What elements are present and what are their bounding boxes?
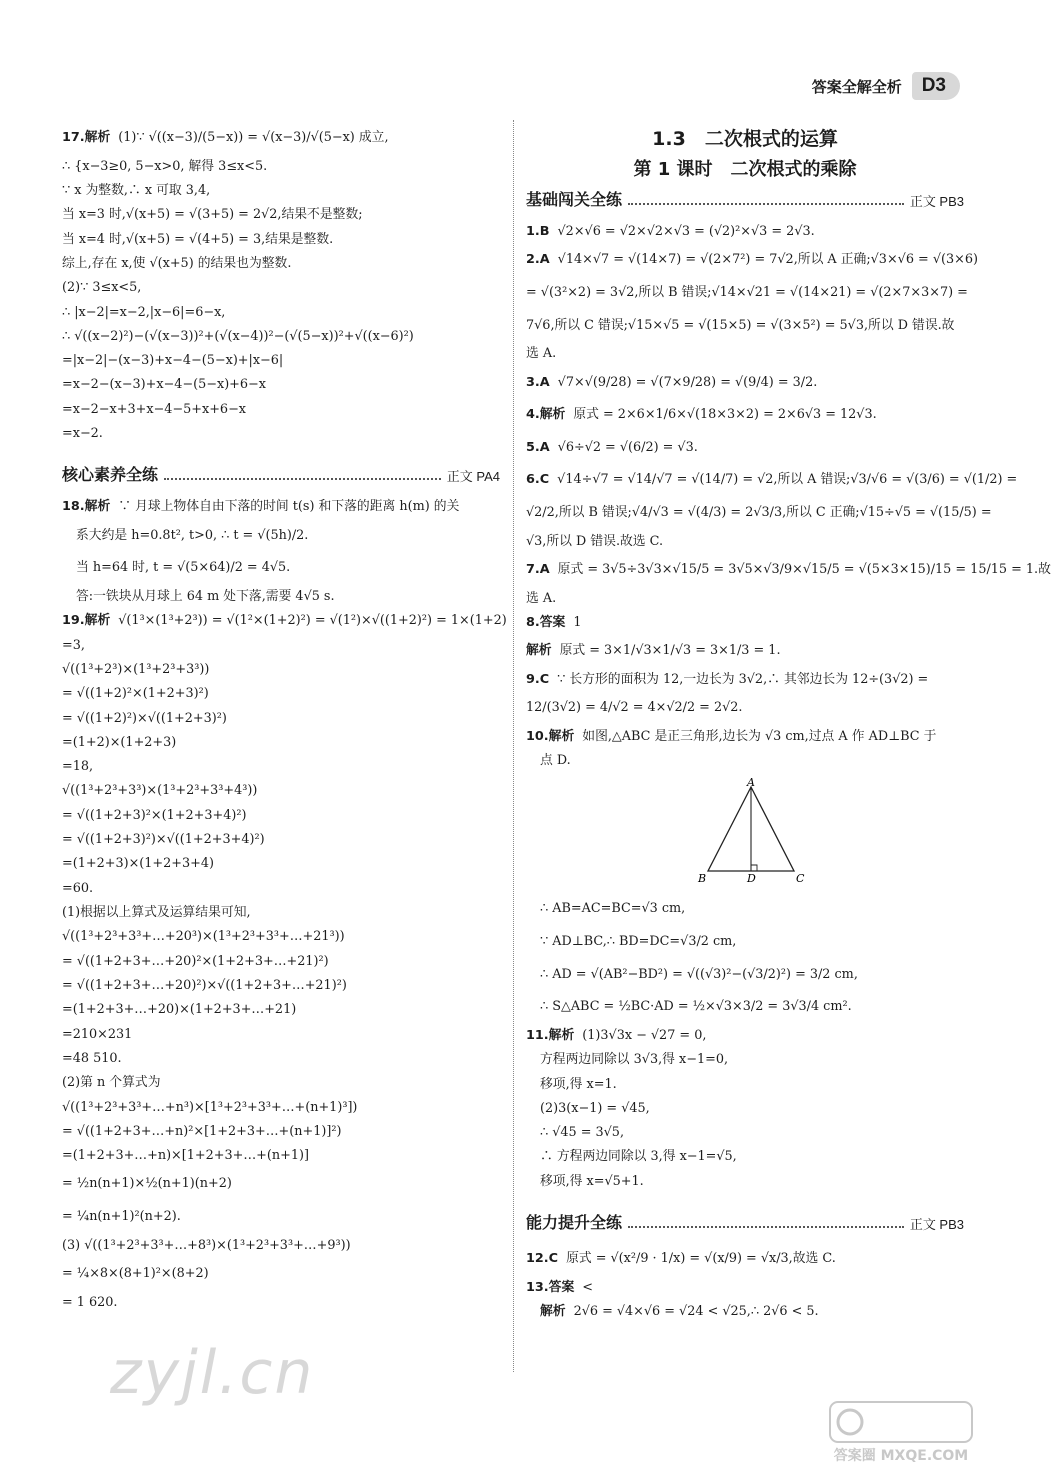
section-title: 能力提升全练 [526,1213,623,1233]
answer-line: (1)根据以上算式及运算结果可知, [62,905,251,920]
question-number: 解析 [526,643,552,659]
answer-line: = √((1+2+3)²)×√((1+2+3+4)²) [62,832,265,848]
question-19 [62,609,507,1315]
answer-line: < [582,1279,593,1295]
answer-line: 综上,存在 x,使 √(x+5) 的结果也为整数. [62,255,292,271]
answer-line: (1)∵ √((x−3)/(5−x)) = √(x−3)/√(5−x) 成立, [118,130,389,145]
section-title: 基础闯关全练 [526,190,623,209]
ability-answers [526,1243,964,1324]
answer-line: 选 A. [526,346,557,362]
q10-11-answers [526,893,964,1194]
answer-line: (2)3(x−1) = √45, [540,1100,650,1116]
right-angle-mark [751,865,757,871]
answer-line: = √((1+2+3+…+n)²×[1+2+3+…+(n+1)]²) [62,1123,342,1139]
question-number: 9.C [526,671,550,687]
answer-line: ∴ √((x−2)²)−(√(x−3))²+(√(x−4))²−(√(5−x))²+√((x−6)²) [62,328,414,344]
answer-line: 当 x=3 时,√(x+5) = √(3+5) = 2√2,结果不是整数; [62,207,363,223]
answer-line: = √((1+2)²×(1+2+3)²) [62,686,209,702]
answer-line: √((1³+2³+3³+…+n³)×[1³+2³+3³+…+(n+1)³]) [62,1099,358,1115]
label-c: C [796,872,805,886]
answer-line: =3, [62,637,85,653]
answer-line: =(1+2+3+…+n)×[1+2+3+…+(n+1)] [62,1148,309,1164]
section-basic [526,187,964,210]
section-ref: 正文 PB3 [909,194,964,209]
question-number: 2.A [526,252,550,268]
question-number: 5.A [526,439,550,455]
question-number: 18.解析 [62,499,111,515]
watermark-text: zyjl.cn [110,1338,315,1408]
basic-answers [526,220,1051,773]
right-column [526,122,1051,1324]
section-ref: 正文 PB3 [909,1217,964,1233]
answer-line: √7×√(9/28) = √(7×9/28) = √(9/4) = 3/2. [557,374,818,390]
question-number: 10.解析 [526,728,575,744]
lesson-subtitle: 第 1 课时 二次根式的乘除 [633,159,857,180]
answer-line: 原式 = 3√5÷3√3×√15/5 = 3√5×√3/9×√15/5 = √(5×3×15)/15 = 15/15 = 1.故 [557,561,1051,577]
answer-line: =210×231 [62,1026,133,1042]
answer-line: = ¼n(n+1)²(n+2). [62,1209,181,1225]
answer-line: = √((1+2)²)×√((1+2+3)²) [62,710,227,726]
answer-line: 当 x=4 时,√(x+5) = √(4+5) = 3,结果是整数. [62,231,334,247]
answer-line: =18, [62,759,94,775]
answer-line: √(1³×(1³+2³)) = √(1²×(1+2)²) = √(1²)×√((1+2)²) = 1×(1+2) [118,613,507,629]
label-d: D [747,872,756,886]
answer-line: = √(3²×2) = 3√2,所以 B 错误;√14×√21 = √(14×21) = √(2×7×3×7) = [526,284,968,300]
answer-line: (1)3√3x − √27 = 0, [582,1027,707,1043]
answer-line: √3,所以 D 错误.故选 C. [526,533,664,549]
logo-frame [830,1402,972,1442]
question-number: 7.A [526,561,550,577]
answer-line: ∴ AD = √(AB²−BD²) = √((√3)²−(√3/2)²) = 3/2 cm, [540,966,858,982]
answer-line: =x−2−x+3+x−4−5+x+6−x [62,401,247,417]
answer-line: √((1³+2³+3³+…+20³)×(1³+2³+3³+…+21³)) [62,929,345,945]
page-header [812,72,960,100]
answer-line: 选 A. [526,590,557,606]
answer-line: =(1+2+3+…+20)×(1+2+3+…+21) [62,1002,297,1018]
answer-line: (2)第 n 个算式为 [62,1075,161,1091]
answer-line: = ½n(n+1)×½(n+1)(n+2) [62,1176,232,1192]
answer-line: ∴ |x−2|=x−2,|x−6|=6−x, [62,304,226,320]
lesson-title: 1.3 二次根式的运算 [652,128,838,150]
question-number: 11.解析 [526,1027,575,1043]
answer-line: √14×√7 = √(14×7) = √(2×7²) = 7√2,所以 A 正确;√3×√6 = √(3×6) [557,252,978,268]
answer-line: 移项,得 x=√5+1. [540,1173,644,1189]
answer-line: =(1+2)×(1+2+3) [62,734,177,750]
answer-line: √2/2,所以 B 错误;√4/√3 = √(4/3) = 2√3/3,所以 C 正确;√15÷√5 = √(15/5) = [526,505,992,520]
answer-line: =48 510. [62,1050,122,1066]
answer-line: ∴ {x−3≥0, 5−x>0, 解得 3≤x<5. [62,158,268,174]
answer-line: = √((1+2+3+…+20)²×(1+2+3+…+21)²) [62,953,329,969]
answer-line: = √((1+2+3)²×(1+2+3+4)²) [62,807,247,823]
answer-line: ∴ 方程两边同除以 3,得 x−1=√5, [540,1149,737,1165]
section-dots [628,203,904,205]
answer-line: √((1³+2³+3³)×(1³+2³+3³+4³)) [62,783,258,799]
column-divider [513,120,514,1372]
answer-line: 7√6,所以 C 错误;√15×√5 = √(15×5) = √(3×5²) = 5√3,所以 D 错误.故 [526,317,955,333]
question-number: 19.解析 [62,613,111,629]
question-number: 12.C [526,1251,559,1267]
section-ability [526,1210,964,1233]
answer-line: 12/(3√2) = 4/√2 = 4×√2/2 = 2√2. [526,700,743,716]
answer-line: ∴ AB=AC=BC=√3 cm, [540,901,686,917]
answer-line: √6÷√2 = √(6/2) = √3. [557,439,698,455]
answer-line: 原式 = 2×6×1/6×√(18×3×2) = 2×6√3 = 12√3. [573,407,877,423]
question-number: 1.B [526,224,550,239]
question-number: 13.答案 [526,1279,575,1295]
answer-line: 如图,△ABC 是正三角形,边长为 √3 cm,过点 A 作 AD⊥BC 于 [582,728,937,744]
question-number: 4.解析 [526,407,566,423]
section-dots [164,478,441,480]
answer-line: 2√6 = √4×√6 = √24 < √25,∴ 2√6 < 5. [573,1304,819,1319]
answer-line: √((1³+2³)×(1³+2³+3³)) [62,661,210,677]
answer-line: = ¼×8×(8+1)²×(8+2) [62,1266,209,1281]
answer-line: 原式 = 3×1/√3×1/√3 = 3×1/3 = 1. [559,643,781,659]
question-number: 3.A [526,374,550,390]
answer-line: ∴ √45 = 3√5, [540,1125,625,1141]
label-b: B [698,872,707,886]
answer-line: = 1 620. [62,1294,118,1310]
answer-line: 当 h=64 时, t = √(5×64)/2 = 4√5. [76,560,291,576]
answer-line: 方程两边同除以 3√3,得 x−1=0, [540,1052,729,1068]
left-column [62,122,507,1315]
section-title: 核心素养全练 [62,465,159,485]
answer-line: ∵ 月球上物体自由下落的时间 t(s) 和下落的距离 h(m) 的关 [118,499,460,515]
answer-line: ∵ x 为整数,∴ x 可取 3,4, [62,182,211,198]
watermark-logo [826,1400,976,1466]
answer-line: 答:一铁块从月球上 64 m 处下落,需要 4√5 s. [76,588,335,604]
triangle-diagram [696,776,806,886]
label-a: A [747,776,755,790]
answer-line: 1 [573,614,582,630]
page-number-tab: D3 [912,72,960,100]
section-core-literacy [62,462,500,485]
answer-line: = √((1+2+3+…+20)²)×√((1+2+3+…+21)²) [62,977,347,993]
question-number: 解析 [540,1304,566,1319]
answer-line: (2)∵ 3≤x<5, [62,280,142,296]
answer-line: ∴ S△ABC = ½BC·AD = ½×√3×3/2 = 3√3/4 cm². [540,999,852,1015]
answer-line: =x−2−(x−3)+x−4−(5−x)+6−x [62,377,266,393]
answer-line: 原式 = √(x²/9 · 1/x) = √(x/9) = √x/3,故选 C. [566,1251,836,1267]
answer-line: 系大约是 h=0.8t², t>0, ∴ t = √(5h)/2. [76,527,309,543]
answer-line: √14÷√7 = √14/√7 = √(14/7) = √2,所以 A 错误;√3/√6 = √(3/6) = √(1/2) = [557,472,1018,488]
answer-line: 移项,得 x=1. [540,1076,617,1092]
logo-text: 答案圈 MXQE.COM [833,1448,969,1464]
answer-line: =(1+2+3)×(1+2+3+4) [62,856,215,872]
section-ref: 正文 PA4 [446,469,500,485]
section-dots [628,1226,904,1228]
answer-line: 点 D. [540,753,571,769]
answer-line: =|x−2|−(x−3)+x−4−(5−x)+|x−6| [62,353,284,369]
question-number: 8.答案 [526,614,566,630]
question-number: 17.解析 [62,130,111,145]
triangle-figure [696,776,964,887]
header-label: 答案全解全析 [811,77,902,96]
answer-line: =x−2. [62,426,103,442]
answer-line: (3) √((1³+2³+3³+…+8³)×(1³+2³+3³+…+9³)) [62,1237,351,1253]
question-number: 6.C [526,472,550,488]
answer-line: √2×√6 = √2×√2×√3 = (√2)²×√3 = 2√3. [557,224,815,239]
question-18 [62,495,500,609]
logo-mark [838,1410,862,1434]
answer-line: =60. [62,880,94,896]
answer-line: ∵ 长方形的面积为 12,一边长为 3√2,∴ 其邻边长为 12÷(3√2) = [557,671,929,687]
answer-line: ∵ AD⊥BC,∴ BD=DC=√3/2 cm, [540,934,737,949]
question-17 [62,122,500,446]
